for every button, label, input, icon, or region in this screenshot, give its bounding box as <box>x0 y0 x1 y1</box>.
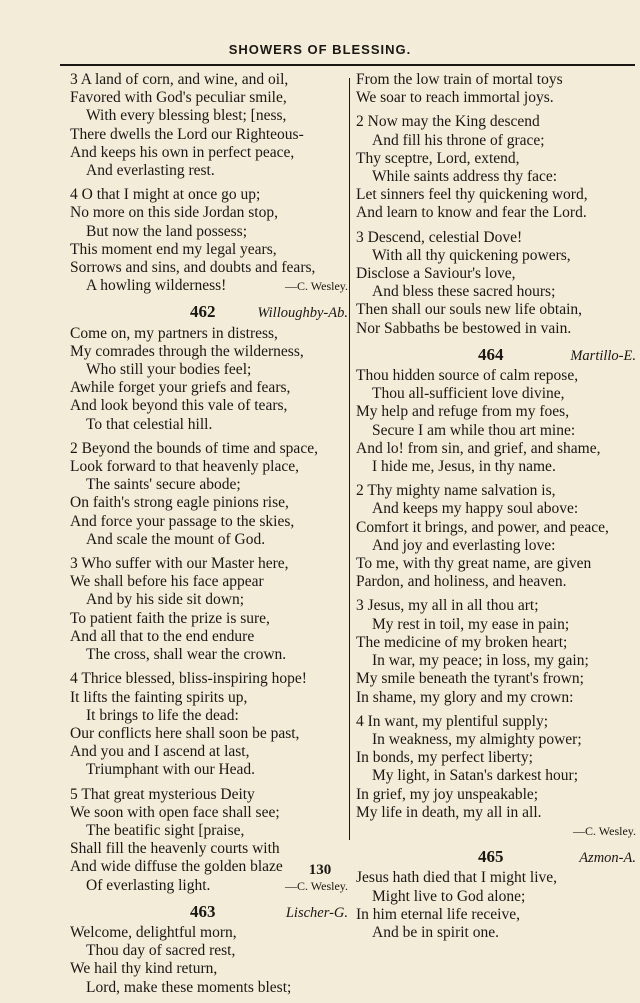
verse <box>70 440 348 549</box>
tune-name: Azmon-A. <box>579 850 636 867</box>
verse-line: And by his side sit down; <box>86 591 245 609</box>
verse <box>70 325 348 434</box>
hymn-heading <box>70 903 348 922</box>
hymn-heading <box>70 303 348 322</box>
verse-line: 2 Thy mighty name salvation is, <box>356 482 556 500</box>
verse-line: And keeps his own in perfect peace, <box>70 143 295 161</box>
verse-line: To me, with thy great name, are given <box>356 555 592 573</box>
verse-line: Thou day of sacred rest, <box>86 942 236 960</box>
verse-line: And all that to the end endure <box>70 627 255 645</box>
verse-line: 4 In want, my plentiful supply; <box>356 712 549 730</box>
verse-line: Thou hidden source of calm repose, <box>356 367 579 385</box>
verse <box>356 597 636 706</box>
verse-line: And you and I ascend at last, <box>70 743 250 761</box>
verse-line-with-attribution <box>70 877 348 895</box>
running-header: SHOWERS OF BLESSING. <box>228 42 412 57</box>
verse-line: 3 Jesus, my all in all thou art; <box>356 597 539 615</box>
verse-line: In him eternal life receive, <box>356 905 520 923</box>
verse-line: And scale the mount of God. <box>86 530 266 548</box>
verse <box>356 113 636 222</box>
verse-line: Favored with God's peculiar smile, <box>70 89 287 107</box>
verse-line: Let sinners feel thy quickening word, <box>356 186 588 204</box>
verse-line: In bonds, my perfect liberty; <box>356 749 533 767</box>
verse-line: My life in death, my all in all. <box>356 803 542 821</box>
verse <box>70 555 348 664</box>
header-rule <box>60 64 635 66</box>
verse <box>356 71 636 107</box>
verse-line: We hail thy kind return, <box>70 960 218 978</box>
verse-line: My comrades through the wilderness, <box>70 342 304 360</box>
verse-line: 3 A land of corn, and wine, and oil, <box>70 71 289 88</box>
verse-line: The cross, shall wear the crown. <box>86 646 287 664</box>
verse-line: We soon with open face shall see; <box>70 803 280 821</box>
verse-line: From the low train of mortal toys <box>356 71 563 88</box>
author-attribution: —C. Wesley. <box>572 823 636 838</box>
verse-line: A howling wilderness! <box>86 277 227 295</box>
verse <box>356 367 636 476</box>
verse-line: We shall before his face appear <box>70 573 264 591</box>
verse <box>356 869 636 942</box>
verse-line: Who still your bodies feel; <box>86 361 252 379</box>
verse-lines <box>356 713 636 822</box>
verse-line: The medicine of my broken heart; <box>356 633 568 651</box>
verse-line: And look beyond this vale of tears, <box>70 397 288 415</box>
verse-line: I hide me, Jesus, in thy name. <box>372 458 556 476</box>
verse-line: Triumphant with our Head. <box>86 761 256 779</box>
verse-line: We soar to reach immortal joys. <box>356 89 554 107</box>
verse-line: Secure I am while thou art mine: <box>372 421 576 439</box>
verse-line: Awhile forget your griefs and fears, <box>70 379 291 397</box>
verse-line: My light, in Satan's darkest hour; <box>372 767 578 785</box>
verse-line: Lord, make these moments blest; <box>86 978 292 996</box>
hymn-number: 462 <box>190 302 216 322</box>
tune-name: Martillo-E. <box>570 347 636 364</box>
author-attribution: —C. Wesley. <box>284 878 348 893</box>
verse-line: In war, my peace; in loss, my gain; <box>372 652 589 670</box>
verse-line: With every blessing blest; [ness, <box>86 107 287 125</box>
verse-line: And wide diffuse the golden blaze <box>70 858 283 876</box>
verse-line: And bless these sacred hours; <box>372 283 556 301</box>
verse-line: It lifts the fainting spirits up, <box>70 688 248 706</box>
verse-line: And joy and everlasting love: <box>372 536 556 554</box>
verse-line: It brings to life the dead: <box>86 706 239 724</box>
verse <box>70 186 348 295</box>
hymn-number: 464 <box>478 344 504 364</box>
verse-line: Pardon, and holiness, and heaven. <box>356 573 567 591</box>
verse-line: Welcome, delightful morn, <box>70 923 237 941</box>
verse-line: With all thy quickening powers, <box>372 246 571 264</box>
verse-line-with-attribution <box>70 277 348 295</box>
verse-line: To patient faith the prize is sure, <box>70 609 270 627</box>
verse-line: This moment end my legal years, <box>70 240 277 258</box>
verse-line: Thy sceptre, Lord, extend, <box>356 149 520 167</box>
verse-line: My rest in toil, my ease in pain; <box>372 615 570 633</box>
verse-line: 4 O that I might at once go up; <box>70 186 261 204</box>
verse-line: Come on, my partners in distress, <box>70 324 278 342</box>
verse-line: The saints' secure abode; <box>86 476 241 494</box>
right-column <box>356 71 636 948</box>
verse-line: My help and refuge from my foes, <box>356 403 570 421</box>
verse-line: The beatific sight [praise, <box>86 821 245 839</box>
verse-line: Of everlasting light. <box>86 876 211 894</box>
verse-line: Our conflicts here shall soon be past, <box>70 724 300 742</box>
verse-line: On faith's strong eagle pinions rise, <box>70 494 289 512</box>
verse-line: Disclose a Saviour's love, <box>356 265 516 283</box>
verse-line: Look forward to that heavenly place, <box>70 458 299 476</box>
attribution-line <box>356 822 636 840</box>
verse-line: And be in spirit one. <box>372 923 499 941</box>
verse-line: To that celestial hill. <box>86 415 213 433</box>
verse-line: Sorrows and sins, and doubts and fears, <box>70 259 316 277</box>
verse <box>356 229 636 338</box>
verse-line: There dwells the Lord our Righteous- <box>70 125 304 143</box>
verse-line: 3 Descend, celestial Dove! <box>356 228 523 246</box>
hymn-number: 463 <box>190 901 216 921</box>
verse-line: 2 Now may the King descend <box>356 113 540 131</box>
verse-line: 4 Thrice blessed, bliss-inspiring hope! <box>70 670 307 688</box>
verse-line: And everlasting rest. <box>86 162 215 180</box>
verse-line: In weakness, my almighty power; <box>372 730 582 748</box>
tune-name: Willoughby-Ab. <box>257 305 348 322</box>
verse-line: 3 Who suffer with our Master here, <box>70 555 289 573</box>
hymn-number: 465 <box>478 847 504 867</box>
verse-line: In shame, my glory and my crown: <box>356 688 574 706</box>
verse <box>70 670 348 779</box>
verse-line: Nor Sabbaths be bestowed in vain. <box>356 319 572 337</box>
verse <box>356 482 636 591</box>
verse-line: And fill his throne of grace; <box>372 131 545 149</box>
verse-line: And lo! from sin, and grief, and shame, <box>356 439 601 457</box>
verse-line: Then shall our souls new life obtain, <box>356 301 582 319</box>
verse-line: Might live to God alone; <box>372 887 526 905</box>
verse-line: And keeps my happy soul above: <box>372 500 579 518</box>
verse <box>70 71 348 180</box>
verse-line: 2 Beyond the bounds of time and space, <box>70 439 318 457</box>
page-number: 130 <box>308 862 332 878</box>
verse <box>70 924 348 997</box>
verse-line: And learn to know and fear the Lord. <box>356 204 587 222</box>
verse <box>356 713 636 840</box>
hymn-heading <box>356 346 636 365</box>
verse-line: And force your passage to the skies, <box>70 512 295 530</box>
verse-line: My smile beneath the tyrant's frown; <box>356 670 584 688</box>
verse-line: Thou all-sufficient love divine, <box>372 385 565 403</box>
verse-line: No more on this side Jordan stop, <box>70 204 278 222</box>
verse-lines <box>70 186 348 277</box>
author-attribution: —C. Wesley. <box>284 279 348 294</box>
verse-line: In grief, my joy unspeakable; <box>356 785 539 803</box>
column-divider <box>349 78 350 840</box>
verse-line: 5 That great mysterious Deity <box>70 785 255 803</box>
verse-line: Shall fill the heavenly courts with <box>70 840 280 858</box>
tune-name: Lischer-G. <box>285 904 348 921</box>
verse-line: Comfort it brings, and power, and peace, <box>356 518 609 536</box>
verse-line: Jesus hath died that I might live, <box>356 869 558 887</box>
verse-line: While saints address thy face: <box>372 168 558 186</box>
verse-line: But now the land possess; <box>86 222 248 240</box>
